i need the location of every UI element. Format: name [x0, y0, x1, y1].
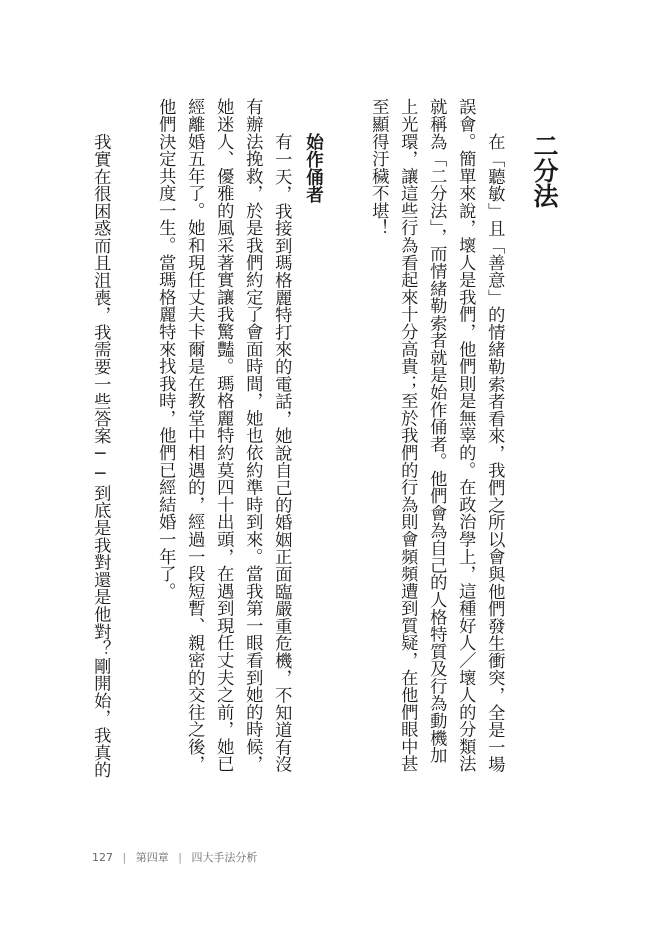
body-line: 她迷人、優雅的風采著實讓我驚豔。瑪格麗特約莫四十出頭，在遇到現任丈夫之前，她已 [213, 98, 234, 773]
body-line: 誤會。簡單來說，壞人是我們，他們則是無辜的。在政治學上，這種好人／壞人的分類法 [455, 98, 476, 773]
body-line: 經離婚五年了。她和現任丈夫卡爾是在教堂中相遇的，經過一段短暫、親密的交往之後， [184, 98, 205, 773]
body-line: 至顯得汙穢不堪！ [368, 98, 389, 237]
body-line: 有辦法挽救，於是我們約定了會面時間，她也依約準時到來。當我第一眼看到她的時候， [242, 98, 263, 773]
chapter-title: 四大手法分析 [191, 851, 258, 864]
body-line: 有一天，我接到瑪格麗特打來的電話，她說自己的婚姻正面臨嚴重危機，不知道有沒 [271, 133, 292, 773]
chapter-label: 第四章 [135, 851, 169, 864]
section-heading-instigator: 始作俑者 [303, 133, 324, 203]
page-footer [92, 849, 257, 865]
body-line: 上光環，讓這些行為看起來十分高貴；至於我們的行為則會頻頻遭到質疑，在他們眼中甚 [397, 98, 418, 773]
body-line: 他們決定共度一生。當瑪格麗特來找我時，他們已經結婚一年了。 [155, 98, 176, 600]
body-line: 在「聽敏」且「善意」的情緒勒索者看來，我們之所以會與他們發生衝突，全是一場 [484, 133, 505, 773]
section-heading-dichotomy: 二分法 [530, 133, 559, 208]
page-number: 127 [92, 851, 113, 864]
body-line: 就稱為「二分法」，而情緒勒索者就是始作俑者。他們會為自己的人格特質及行為動機加 [426, 98, 447, 764]
quote-line: 我實在很困惑而且沮喪，我需要一些答案──到底是我對還是他對？剛開始，我真的 [90, 133, 111, 779]
footer-divider: | [178, 851, 182, 864]
footer-divider: | [122, 851, 127, 864]
